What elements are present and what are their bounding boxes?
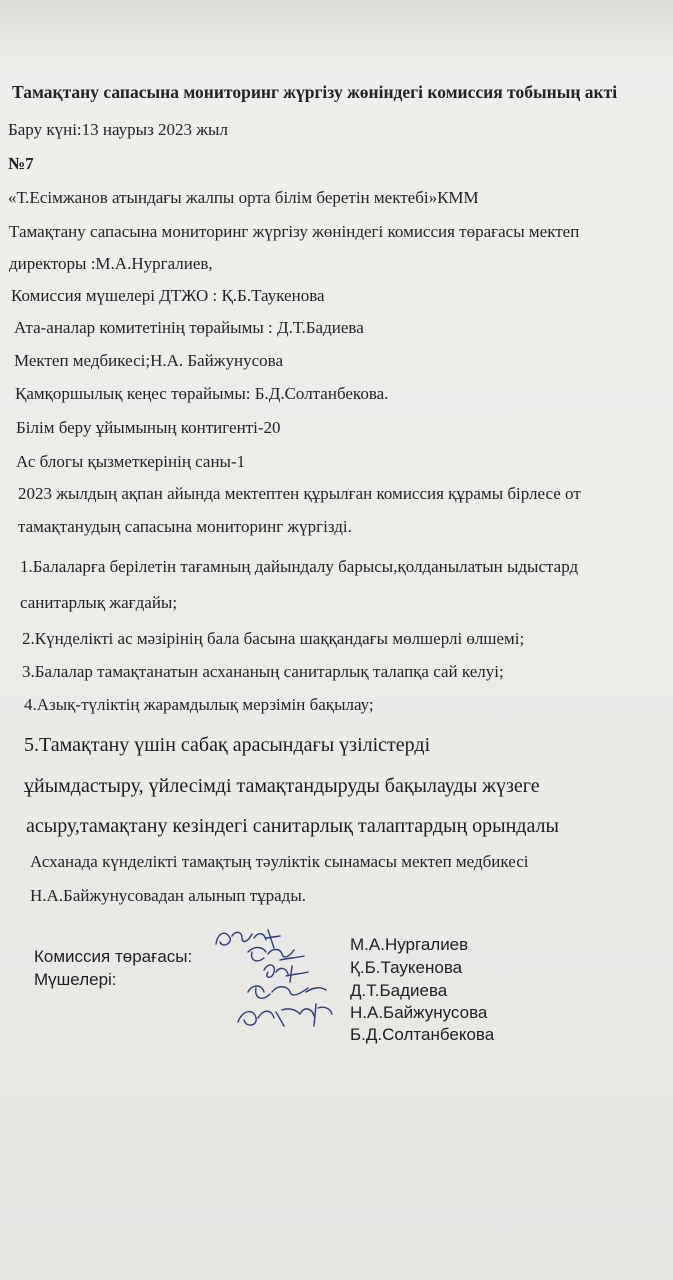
signatory-name: Б.Д.Солтанбекова: [350, 1025, 495, 1044]
nurse-line: Мектеп медбикесі;Н.А. Байжунусова: [14, 351, 284, 370]
contingent-line: Білім беру ұйымының контигенті-20: [16, 418, 281, 437]
signature-stroke: [264, 965, 308, 982]
council-line: Қамқоршылық кеңес төрайымы: Б.Д.Солтанбекова.: [15, 384, 389, 403]
sample-line-1: Асханада күнделікті тамақтың тәуліктік сынамасы мектеп медбикесі: [30, 852, 529, 871]
signatory-name: М.А.Нургалиев: [350, 935, 469, 954]
intro-line-2: тамақтанудың сапасына мониторинг жүргізді.: [18, 517, 352, 536]
members-line: Комиссия мүшелері ДТЖО : Қ.Б.Таукенова: [11, 286, 325, 305]
item-5-line-3: асыру,тамақтану кезіндегі санитарлық талаптардың орындалы: [26, 815, 559, 837]
members-label: Мүшелері:: [34, 970, 117, 989]
chair-line-2: директоры :М.А.Нургалиев,: [9, 254, 213, 273]
item-3: 3.Балалар тамақтанатын асхананың санитарлық талапқа сай келуі;: [22, 662, 504, 681]
visit-date: Бару күні:13 наурыз 2023 жыл: [8, 120, 228, 139]
item-1-line-2: санитарлық жағдайы;: [20, 593, 178, 612]
item-2: 2.Күнделікті ас мәзірінің бала басына шаққандағы мөлшерлі өлшемі;: [22, 629, 525, 648]
signatory-name: Н.А.Байжунусова: [350, 1003, 488, 1022]
handwritten-signatures: [208, 922, 348, 1034]
item-4: 4.Азық-түліктің жарамдылық мерзімін бақылау;: [24, 695, 374, 714]
intro-line-1: 2023 жылдың ақпан айында мектептен құрылған комиссия құрамы бірлесе от: [18, 484, 581, 503]
item-1-line-1: 1.Балаларға берілетін тағамның дайындалу барысы,қолданылатын ыдыстард: [20, 557, 579, 576]
item-5-line-1: 5.Тамақтану үшін сабақ арасындағы үзілістерді: [24, 734, 431, 756]
document-title: Тамақтану сапасына мониторинг жүргізу жөніндегі комиссия тобының акті: [12, 82, 618, 102]
signature-stroke: [248, 986, 326, 998]
school-name: «Т.Есімжанов атындағы жалпы орта білім беретін мектебі»КММ: [8, 188, 479, 207]
parents-committee-line: Ата-аналар комитетінің төрайымы : Д.Т.Бадиева: [14, 318, 364, 337]
signatory-name: Д.Т.Бадиева: [350, 981, 448, 1000]
sample-line-2: Н.А.Байжунусовадан алынып тұрады.: [30, 886, 307, 905]
chair-label: Комиссия төрағасы:: [34, 947, 193, 966]
signatory-name: Қ.Б.Таукенова: [350, 958, 463, 977]
item-5-line-2: ұйымдастыру, үйлесімді тамақтандыруды бақылауды жүзеге: [24, 775, 540, 797]
chair-line-1: Тамақтану сапасына мониторинг жүргізу жөніндегі комиссия төрағасы мектеп: [9, 222, 580, 241]
document-number: №7: [8, 154, 34, 173]
page-shadow: [0, 0, 673, 70]
signature-stroke: [238, 1004, 332, 1026]
signature-stroke: [248, 948, 304, 961]
signature-stroke: [216, 930, 280, 948]
staff-line: Ас блогы қызметкерінің саны-1: [16, 452, 246, 471]
